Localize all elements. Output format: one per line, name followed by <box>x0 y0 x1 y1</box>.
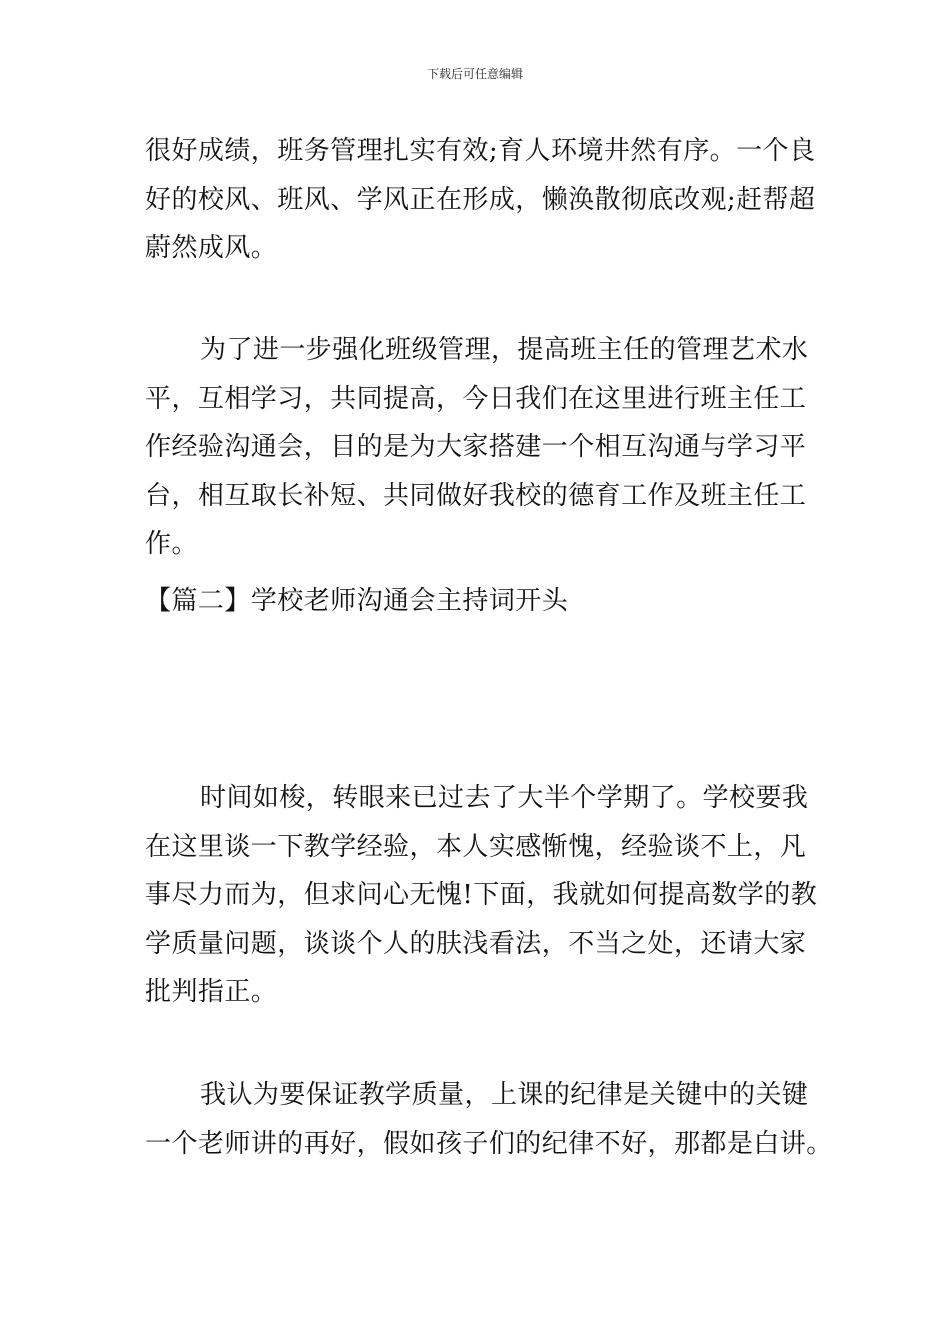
paragraph-line: 好的校风、班风、学风正在形成，懒涣散彻底改观;赶帮超 <box>145 184 816 215</box>
paragraph-line: 时间如梭，转眼来已过去了大半个学期了。学校要我 <box>200 783 809 813</box>
paragraph-1 <box>145 127 816 273</box>
paragraph-line: 作。 <box>145 529 198 559</box>
paragraph-line: 作经验沟通会，目的是为大家搭建一个相互沟通与学习平 <box>145 432 807 462</box>
page-header-note: 下载后可任意编辑 <box>426 67 523 81</box>
paragraph-line: 我认为要保证教学质量，上课的纪律是关键中的关键 <box>200 1080 809 1110</box>
paragraph-2 <box>145 326 813 569</box>
paragraph-line: 很好成绩，班务管理扎实有效;育人环境井然有序。一个良 <box>145 136 816 166</box>
paragraph-line: 批判指正。 <box>145 977 278 1007</box>
paragraph-line: 在这里谈一下教学经验，本人实感惭愧，经验谈不上，凡 <box>145 831 807 862</box>
paragraph-line: 台，相互取长补短、共同做好我校的德育工作及班主任工 <box>145 480 807 511</box>
paragraph-line: 事尽力而为，但求问心无愧!下面，我就如何提高数学的教 <box>145 880 818 910</box>
paragraph-3 <box>145 774 818 1017</box>
paragraph-line: 平，互相学习，共同提高，今日我们在这里进行班主任工 <box>145 383 807 414</box>
section-heading: 【篇二】学校老师沟通会主持词开头 <box>145 586 569 616</box>
paragraph-line: 一个老师讲的再好，假如孩子们的纪律不好，那都是白讲。 <box>145 1128 833 1159</box>
paragraph-line: 蔚然成风。 <box>145 233 278 263</box>
paragraph-4 <box>145 1071 833 1168</box>
paragraph-line: 为了进一步强化班级管理，提高班主任的管理艺术水 <box>200 335 809 365</box>
paragraph-line: 学质量问题，谈谈个人的肤浅看法，不当之处，还请大家 <box>145 928 807 959</box>
